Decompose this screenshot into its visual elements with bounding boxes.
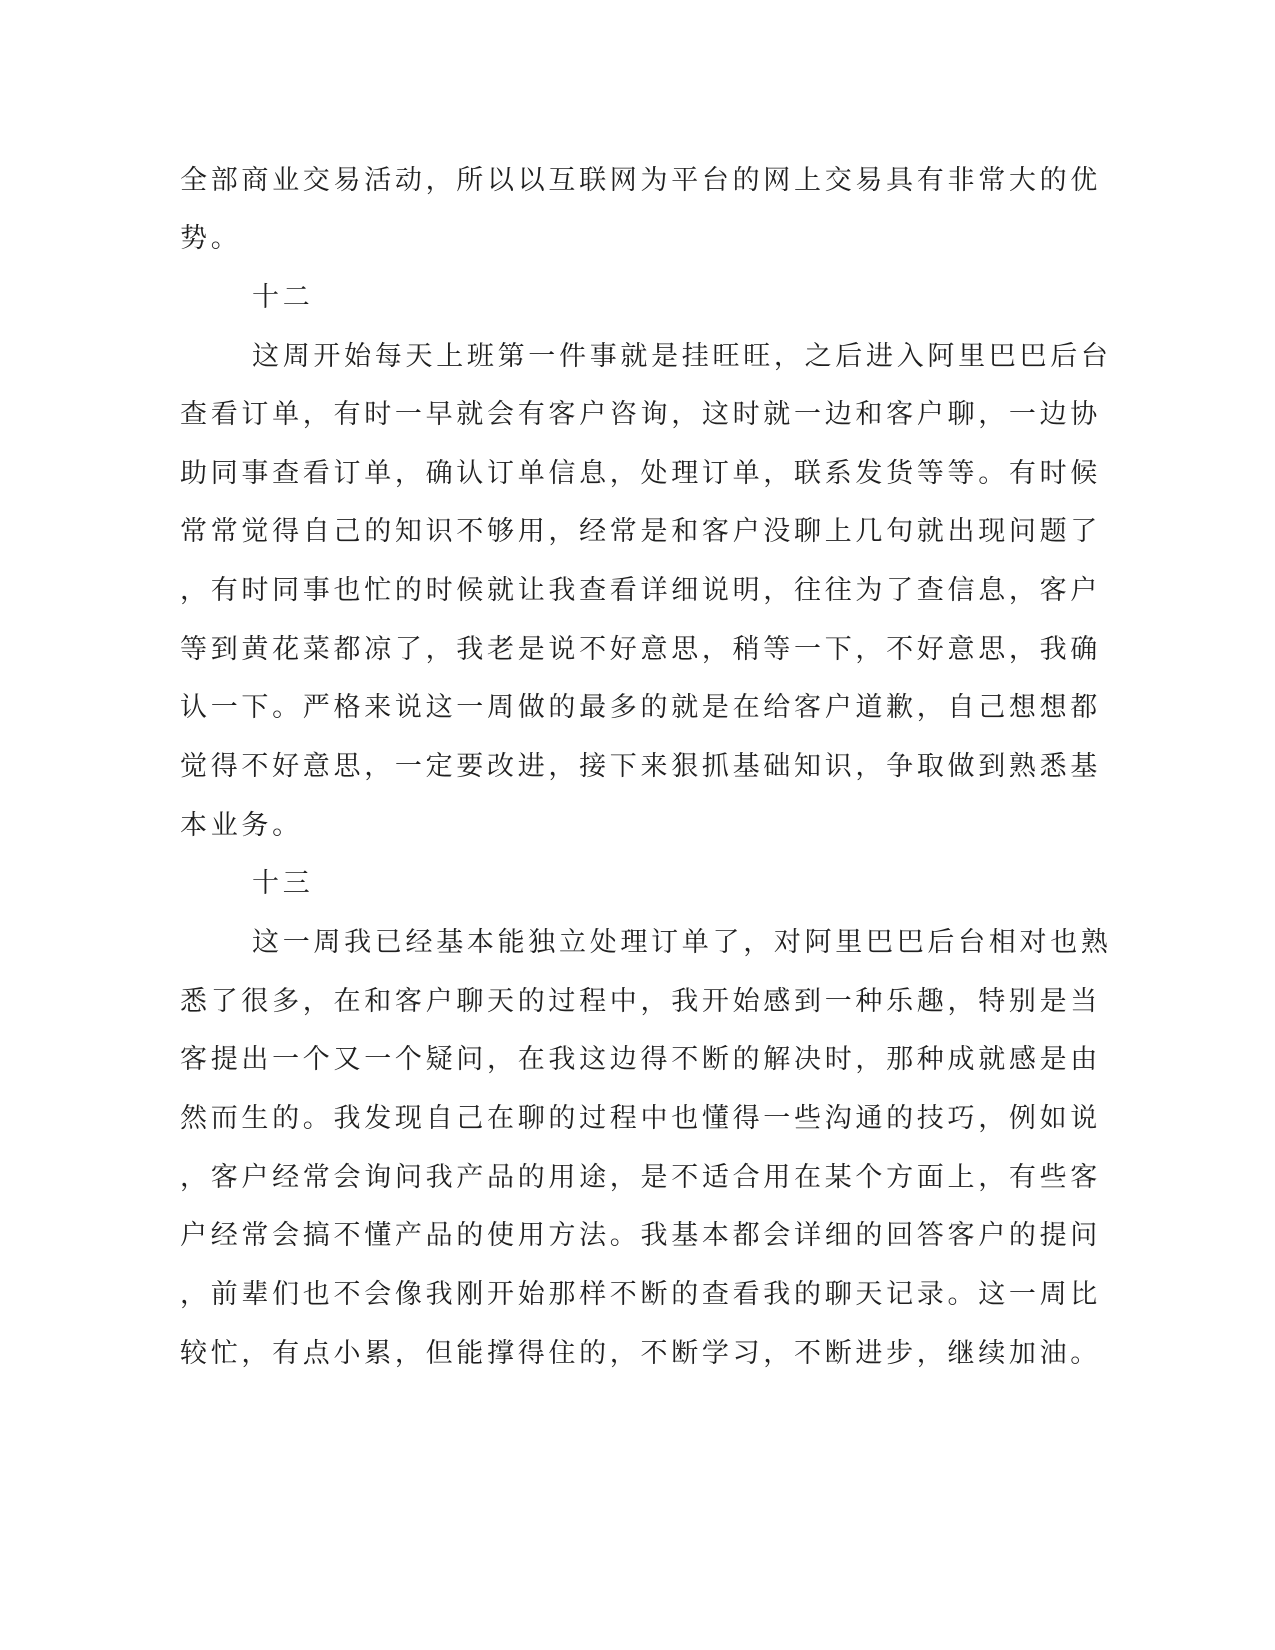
text-line: 常常觉得自己的知识不够用，经常是和客户没聊上几句就出现问题了 — [180, 516, 1101, 547]
text-line: 认一下。严格来说这一周做的最多的就是在给客户道歉，自己想想都 — [180, 692, 1101, 723]
text-line: ，客户经常会询问我产品的用途，是不适合用在某个方面上，有些客 — [180, 1162, 1101, 1193]
text-line: ，前辈们也不会像我刚开始那样不断的查看我的聊天记录。这一周比 — [180, 1279, 1101, 1310]
text-line: 户经常会搞不懂产品的使用方法。我基本都会详细的回答客户的提问 — [180, 1220, 1101, 1251]
section-heading-13: 十三 — [252, 868, 314, 899]
text-line: 助同事查看订单，确认订单信息，处理订单，联系发货等等。有时候 — [180, 458, 1101, 489]
paragraph-first-line: 这周开始每天上班第一件事就是挂旺旺，之后进入阿里巴巴后台 — [252, 341, 1112, 372]
text-line: 觉得不好意思，一定要改进，接下来狠抓基础知识，争取做到熟悉基 — [180, 751, 1101, 782]
text-line: 客提出一个又一个疑问，在我这边得不断的解决时，那种成就感是由 — [180, 1044, 1101, 1075]
text-line: 全部商业交易活动，所以以互联网为平台的网上交易具有非常大的优 — [180, 165, 1101, 196]
paragraph-first-line: 这一周我已经基本能独立处理订单了，对阿里巴巴后台相对也熟 — [252, 927, 1112, 958]
text-line: 然而生的。我发现自己在聊的过程中也懂得一些沟通的技巧，例如说 — [180, 1103, 1101, 1134]
text-line: 悉了很多，在和客户聊天的过程中，我开始感到一种乐趣，特别是当 — [180, 986, 1101, 1017]
text-line: ，有时同事也忙的时候就让我查看详细说明，往往为了查信息，客户 — [180, 575, 1101, 606]
text-line: 势。 — [180, 223, 242, 254]
section-heading-12: 十二 — [252, 282, 314, 313]
text-line: 等到黄花菜都凉了，我老是说不好意思，稍等一下，不好意思，我确 — [180, 634, 1101, 665]
text-line: 本业务。 — [180, 810, 303, 841]
text-line: 较忙，有点小累，但能撑得住的，不断学习，不断进步，继续加油。 — [180, 1338, 1101, 1369]
text-line: 查看订单，有时一早就会有客户咨询，这时就一边和客户聊，一边协 — [180, 399, 1101, 430]
